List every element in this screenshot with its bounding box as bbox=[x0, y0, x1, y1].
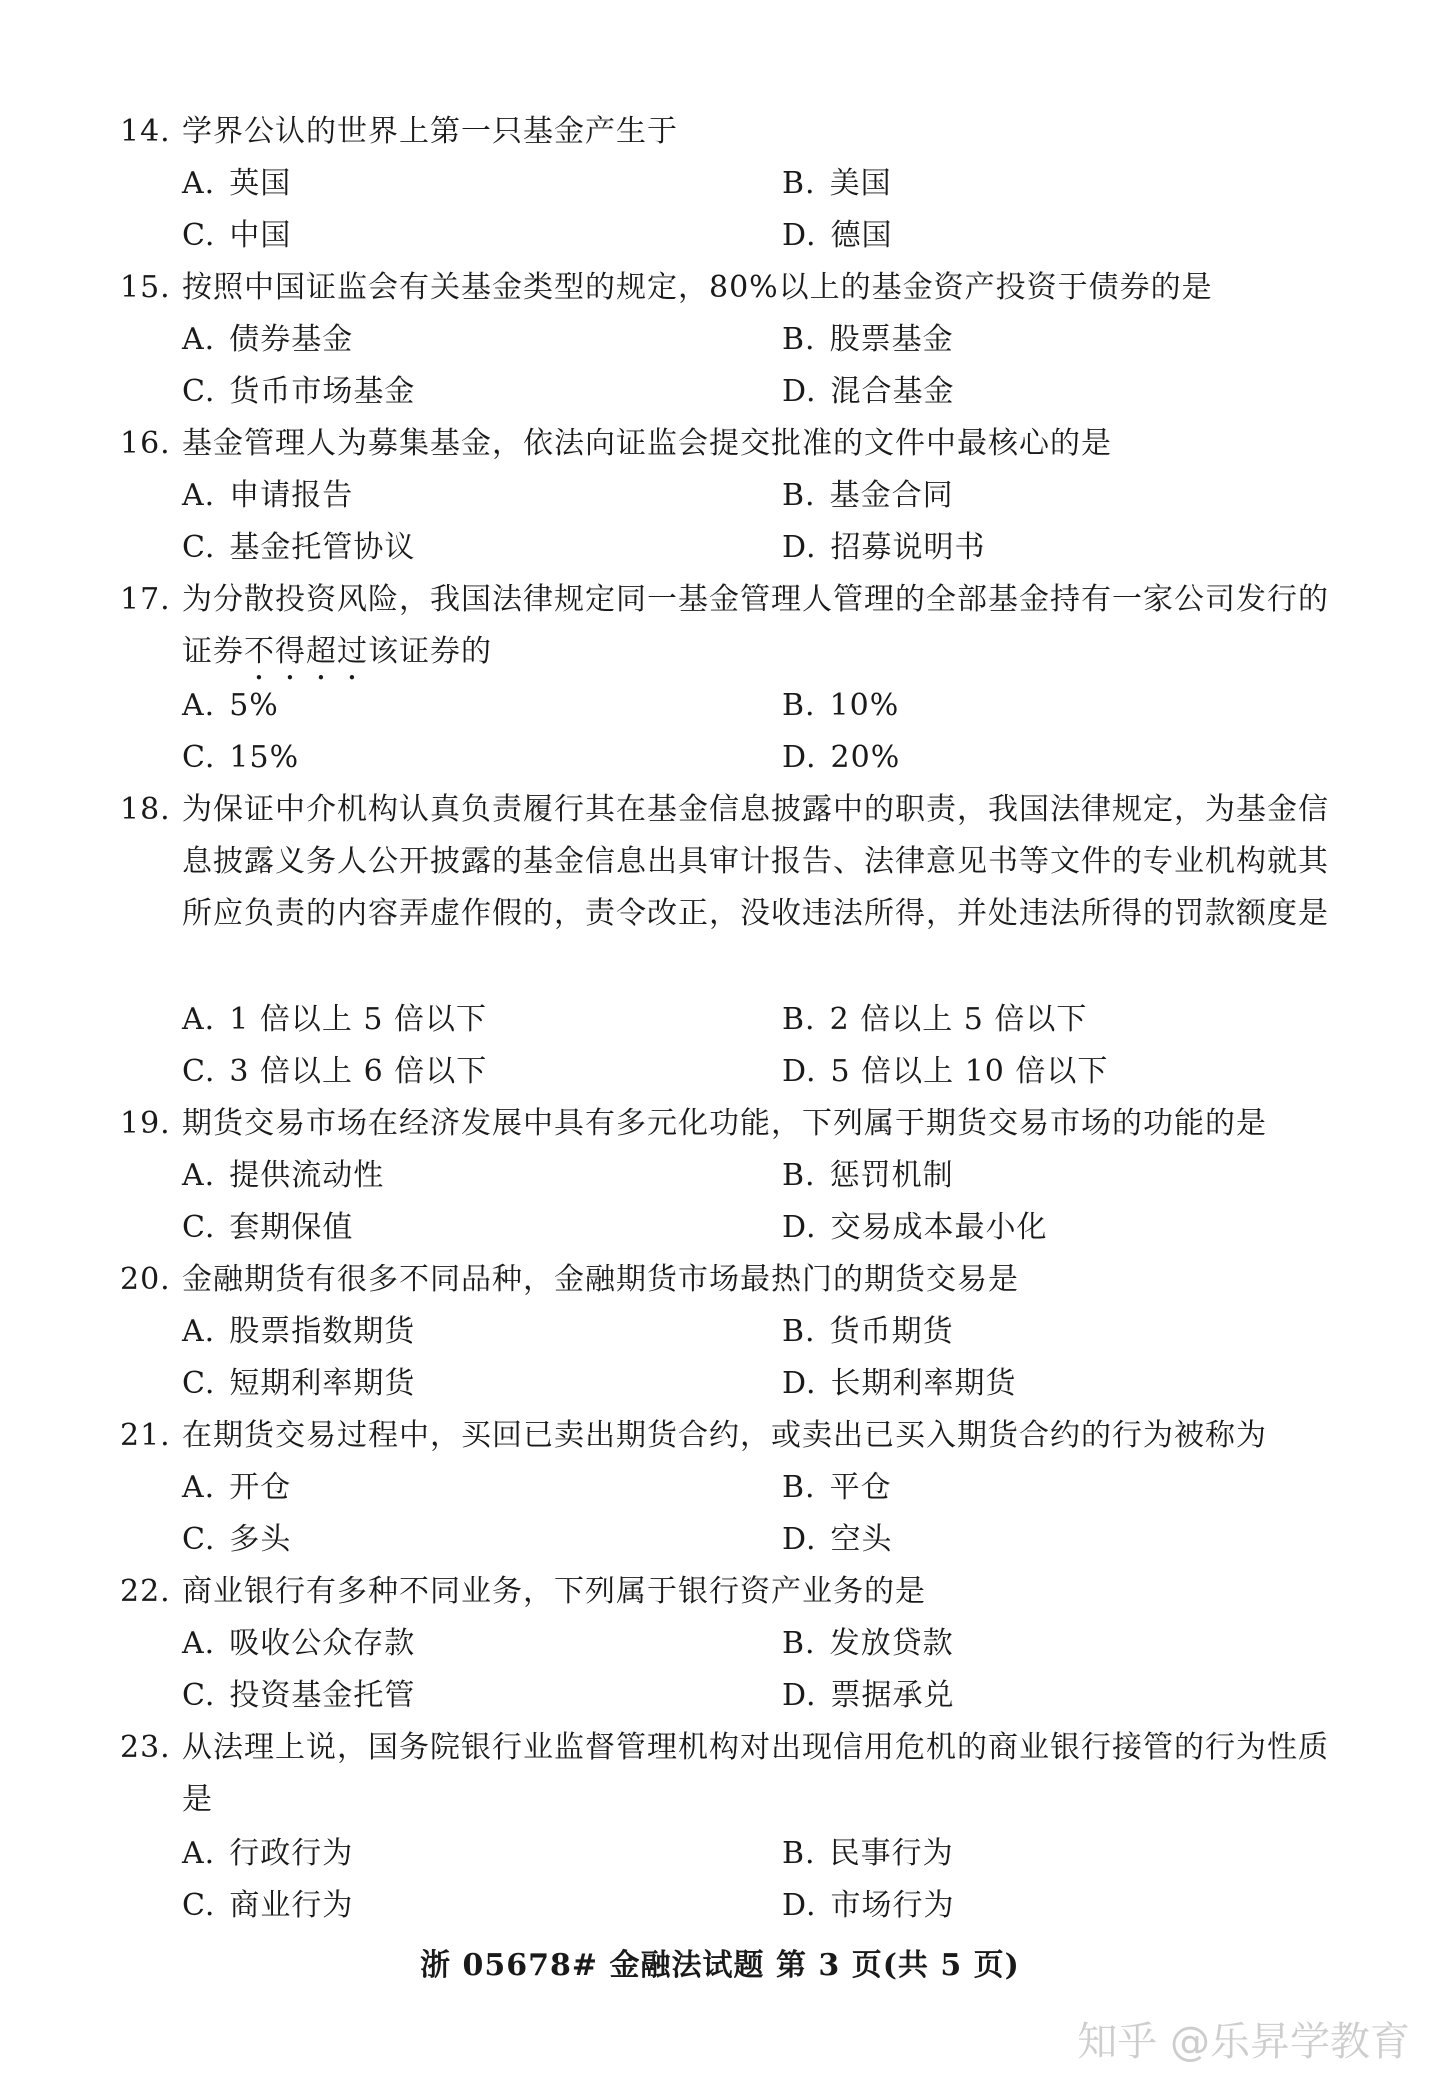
option-letter: A. bbox=[182, 1470, 216, 1505]
option-text: 英国 bbox=[229, 166, 292, 201]
option-letter: A. bbox=[182, 1314, 216, 1349]
option-text: 民事行为 bbox=[829, 1836, 954, 1871]
option-b bbox=[782, 470, 954, 522]
option-text: 招募说明书 bbox=[830, 530, 986, 565]
option-text: 10% bbox=[829, 688, 900, 723]
option-letter: A. bbox=[182, 1002, 216, 1037]
option-text: 基金托管协议 bbox=[229, 530, 416, 565]
option-c bbox=[182, 732, 299, 784]
option-letter: B. bbox=[782, 1314, 816, 1349]
question-number: 23. bbox=[120, 1730, 171, 1765]
option-letter: D. bbox=[782, 218, 817, 253]
option-text: 平仓 bbox=[829, 1470, 892, 1505]
option-text: 申请报告 bbox=[229, 478, 354, 513]
option-c bbox=[182, 522, 415, 574]
question-16 bbox=[120, 418, 1340, 470]
question-number: 17. bbox=[120, 582, 171, 617]
option-text: 惩罚机制 bbox=[829, 1158, 954, 1193]
question-20 bbox=[120, 1254, 1340, 1306]
option-text: 交易成本最小化 bbox=[830, 1210, 1048, 1245]
option-text: 股票指数期货 bbox=[229, 1314, 416, 1349]
option-d bbox=[782, 1358, 1017, 1410]
option-b bbox=[782, 1462, 892, 1514]
option-b bbox=[782, 1828, 954, 1880]
option-letter: C. bbox=[182, 1522, 216, 1557]
option-letter: D. bbox=[782, 1678, 817, 1713]
option-letter: B. bbox=[782, 322, 816, 357]
watermark: 知乎 @乐昇学教育 bbox=[1077, 2019, 1410, 2065]
question-number: 21. bbox=[120, 1418, 171, 1453]
option-text: 美国 bbox=[829, 166, 892, 201]
option-letter: A. bbox=[182, 1836, 216, 1871]
option-a bbox=[182, 680, 279, 732]
option-a bbox=[182, 994, 487, 1046]
option-text: 德国 bbox=[830, 218, 893, 253]
question-17 bbox=[120, 574, 1340, 687]
option-letter: B. bbox=[782, 1002, 816, 1037]
option-b bbox=[782, 158, 892, 210]
option-text: 3 倍以上 6 倍以下 bbox=[229, 1054, 488, 1089]
question-stem: 金融期货有很多不同品种，金融期货市场最热门的期货交易是 bbox=[182, 1262, 1019, 1297]
option-d bbox=[782, 1514, 893, 1566]
option-text: 货币期货 bbox=[829, 1314, 954, 1349]
question-stem: 在期货交易过程中，买回已卖出期货合约，或卖出已买入期货合约的行为被称为 bbox=[182, 1418, 1267, 1453]
question-19 bbox=[120, 1098, 1340, 1150]
option-letter: D. bbox=[782, 1210, 817, 1245]
question-number: 19. bbox=[120, 1106, 171, 1141]
option-c bbox=[182, 366, 415, 418]
option-c bbox=[182, 1670, 415, 1722]
option-c bbox=[182, 1358, 415, 1410]
question-stem: 从法理上说，国务院银行业监督管理机构对出现信用危机的商业银行接管的行为性质是 bbox=[182, 1730, 1329, 1817]
option-text: 混合基金 bbox=[830, 374, 955, 409]
option-b bbox=[782, 314, 954, 366]
option-b bbox=[782, 680, 899, 732]
option-letter: A. bbox=[182, 322, 216, 357]
option-a bbox=[182, 470, 353, 522]
option-d bbox=[782, 1670, 955, 1722]
option-letter: B. bbox=[782, 1470, 816, 1505]
option-text: 市场行为 bbox=[830, 1888, 955, 1923]
option-b bbox=[782, 1306, 954, 1358]
option-text: 20% bbox=[830, 740, 901, 775]
option-c bbox=[182, 1880, 353, 1932]
question-21 bbox=[120, 1410, 1340, 1462]
option-text: 空头 bbox=[830, 1522, 893, 1557]
question-15 bbox=[120, 262, 1340, 314]
option-letter: A. bbox=[182, 478, 216, 513]
option-text: 中国 bbox=[229, 218, 292, 253]
option-c bbox=[182, 1046, 487, 1098]
option-letter: A. bbox=[182, 688, 216, 723]
option-text: 提供流动性 bbox=[229, 1158, 385, 1193]
option-text: 吸收公众存款 bbox=[229, 1626, 416, 1661]
question-number: 14. bbox=[120, 114, 171, 149]
question-stem bbox=[182, 574, 1340, 687]
option-c bbox=[182, 210, 291, 262]
option-letter: D. bbox=[782, 374, 817, 409]
option-text: 短期利率期货 bbox=[229, 1366, 416, 1401]
option-text: 5% bbox=[229, 688, 279, 723]
question-stem: 为保证中介机构认真负责履行其在基金信息披露中的职责，我国法律规定，为基金信息披露义务人公开披露的基金信息出具审计报告、法律意见书等文件的专业机构就其所应负责的内容弄虚作假的，责令改正，没收违法所得，并处违法所得的罚款额度是 bbox=[182, 792, 1329, 931]
option-text: 债券基金 bbox=[229, 322, 354, 357]
option-d bbox=[782, 1202, 1048, 1254]
option-letter: C. bbox=[182, 530, 216, 565]
option-a bbox=[182, 1462, 291, 1514]
option-c bbox=[182, 1202, 353, 1254]
option-text: 15% bbox=[229, 740, 300, 775]
option-text: 股票基金 bbox=[829, 322, 954, 357]
option-d bbox=[782, 210, 893, 262]
question-18 bbox=[120, 784, 1340, 940]
option-letter: B. bbox=[782, 1836, 816, 1871]
option-text: 1 倍以上 5 倍以下 bbox=[229, 1002, 487, 1037]
option-b bbox=[782, 1150, 954, 1202]
option-a bbox=[182, 1618, 415, 1670]
option-letter: D. bbox=[782, 1054, 817, 1089]
option-letter: C. bbox=[182, 740, 216, 775]
question-stem: 学界公认的世界上第一只基金产生于 bbox=[182, 114, 678, 149]
option-letter: A. bbox=[182, 1158, 216, 1193]
option-text: 套期保值 bbox=[229, 1210, 354, 1245]
option-text: 长期利率期货 bbox=[830, 1366, 1017, 1401]
question-number: 20. bbox=[120, 1262, 171, 1297]
option-text: 基金合同 bbox=[829, 478, 954, 513]
option-text: 发放贷款 bbox=[829, 1626, 954, 1661]
question-stem: 商业银行有多种不同业务，下列属于银行资产业务的是 bbox=[182, 1574, 926, 1609]
question-stem: 基金管理人为募集基金，依法向证监会提交批准的文件中最核心的是 bbox=[182, 426, 1112, 461]
option-letter: C. bbox=[182, 1210, 216, 1245]
option-a bbox=[182, 314, 353, 366]
stem-part: 该证券的 bbox=[368, 634, 492, 669]
option-letter: B. bbox=[782, 1158, 816, 1193]
question-stem: 期货交易市场在经济发展中具有多元化功能，下列属于期货交易市场的功能的是 bbox=[182, 1106, 1267, 1141]
question-stem: 按照中国证监会有关基金类型的规定，80%以上的基金资产投资于债券的是 bbox=[182, 270, 1213, 305]
option-text: 开仓 bbox=[229, 1470, 292, 1505]
option-d bbox=[782, 1880, 955, 1932]
option-letter: D. bbox=[782, 1522, 817, 1557]
option-letter: C. bbox=[182, 374, 216, 409]
option-d bbox=[782, 1046, 1108, 1098]
option-letter: D. bbox=[782, 740, 817, 775]
emphasized-text: 不得超过 bbox=[244, 634, 368, 669]
option-text: 货币市场基金 bbox=[229, 374, 416, 409]
stem-part: 为分散投资风险，我国法律规定同一基金管理人管理的全部基金持有一家公司发行的证券 bbox=[182, 582, 1329, 669]
option-letter: A. bbox=[182, 1626, 216, 1661]
option-a bbox=[182, 158, 291, 210]
option-text: 5 倍以上 10 倍以下 bbox=[830, 1054, 1109, 1089]
option-letter: D. bbox=[782, 1366, 817, 1401]
question-22 bbox=[120, 1566, 1340, 1618]
option-text: 票据承兑 bbox=[830, 1678, 955, 1713]
option-letter: C. bbox=[182, 1678, 216, 1713]
option-letter: D. bbox=[782, 530, 817, 565]
option-text: 多头 bbox=[229, 1522, 292, 1557]
option-d bbox=[782, 522, 986, 574]
option-c bbox=[182, 1514, 291, 1566]
option-letter: B. bbox=[782, 1626, 816, 1661]
option-b bbox=[782, 994, 1087, 1046]
option-text: 投资基金托管 bbox=[229, 1678, 416, 1713]
option-letter: B. bbox=[782, 688, 816, 723]
question-23 bbox=[120, 1722, 1340, 1826]
option-letter: C. bbox=[182, 1888, 216, 1923]
option-a bbox=[182, 1828, 353, 1880]
option-letter: C. bbox=[182, 218, 216, 253]
option-letter: A. bbox=[182, 166, 216, 201]
question-number: 16. bbox=[120, 426, 171, 461]
option-b bbox=[782, 1618, 954, 1670]
question-14 bbox=[120, 106, 1340, 158]
option-letter: D. bbox=[782, 1888, 817, 1923]
option-text: 行政行为 bbox=[229, 1836, 354, 1871]
option-a bbox=[182, 1150, 384, 1202]
page-footer: 浙 05678# 金融法试题 第 3 页(共 5 页) bbox=[420, 1948, 1020, 1983]
option-text: 商业行为 bbox=[229, 1888, 354, 1923]
option-text: 2 倍以上 5 倍以下 bbox=[829, 1002, 1088, 1037]
option-a bbox=[182, 1306, 415, 1358]
option-letter: B. bbox=[782, 478, 816, 513]
option-letter: C. bbox=[182, 1366, 216, 1401]
question-number: 15. bbox=[120, 270, 171, 305]
option-letter: C. bbox=[182, 1054, 216, 1089]
option-letter: B. bbox=[782, 166, 816, 201]
question-number: 22. bbox=[120, 1574, 171, 1609]
option-d bbox=[782, 366, 955, 418]
question-number: 18. bbox=[120, 792, 171, 827]
option-d bbox=[782, 732, 900, 784]
